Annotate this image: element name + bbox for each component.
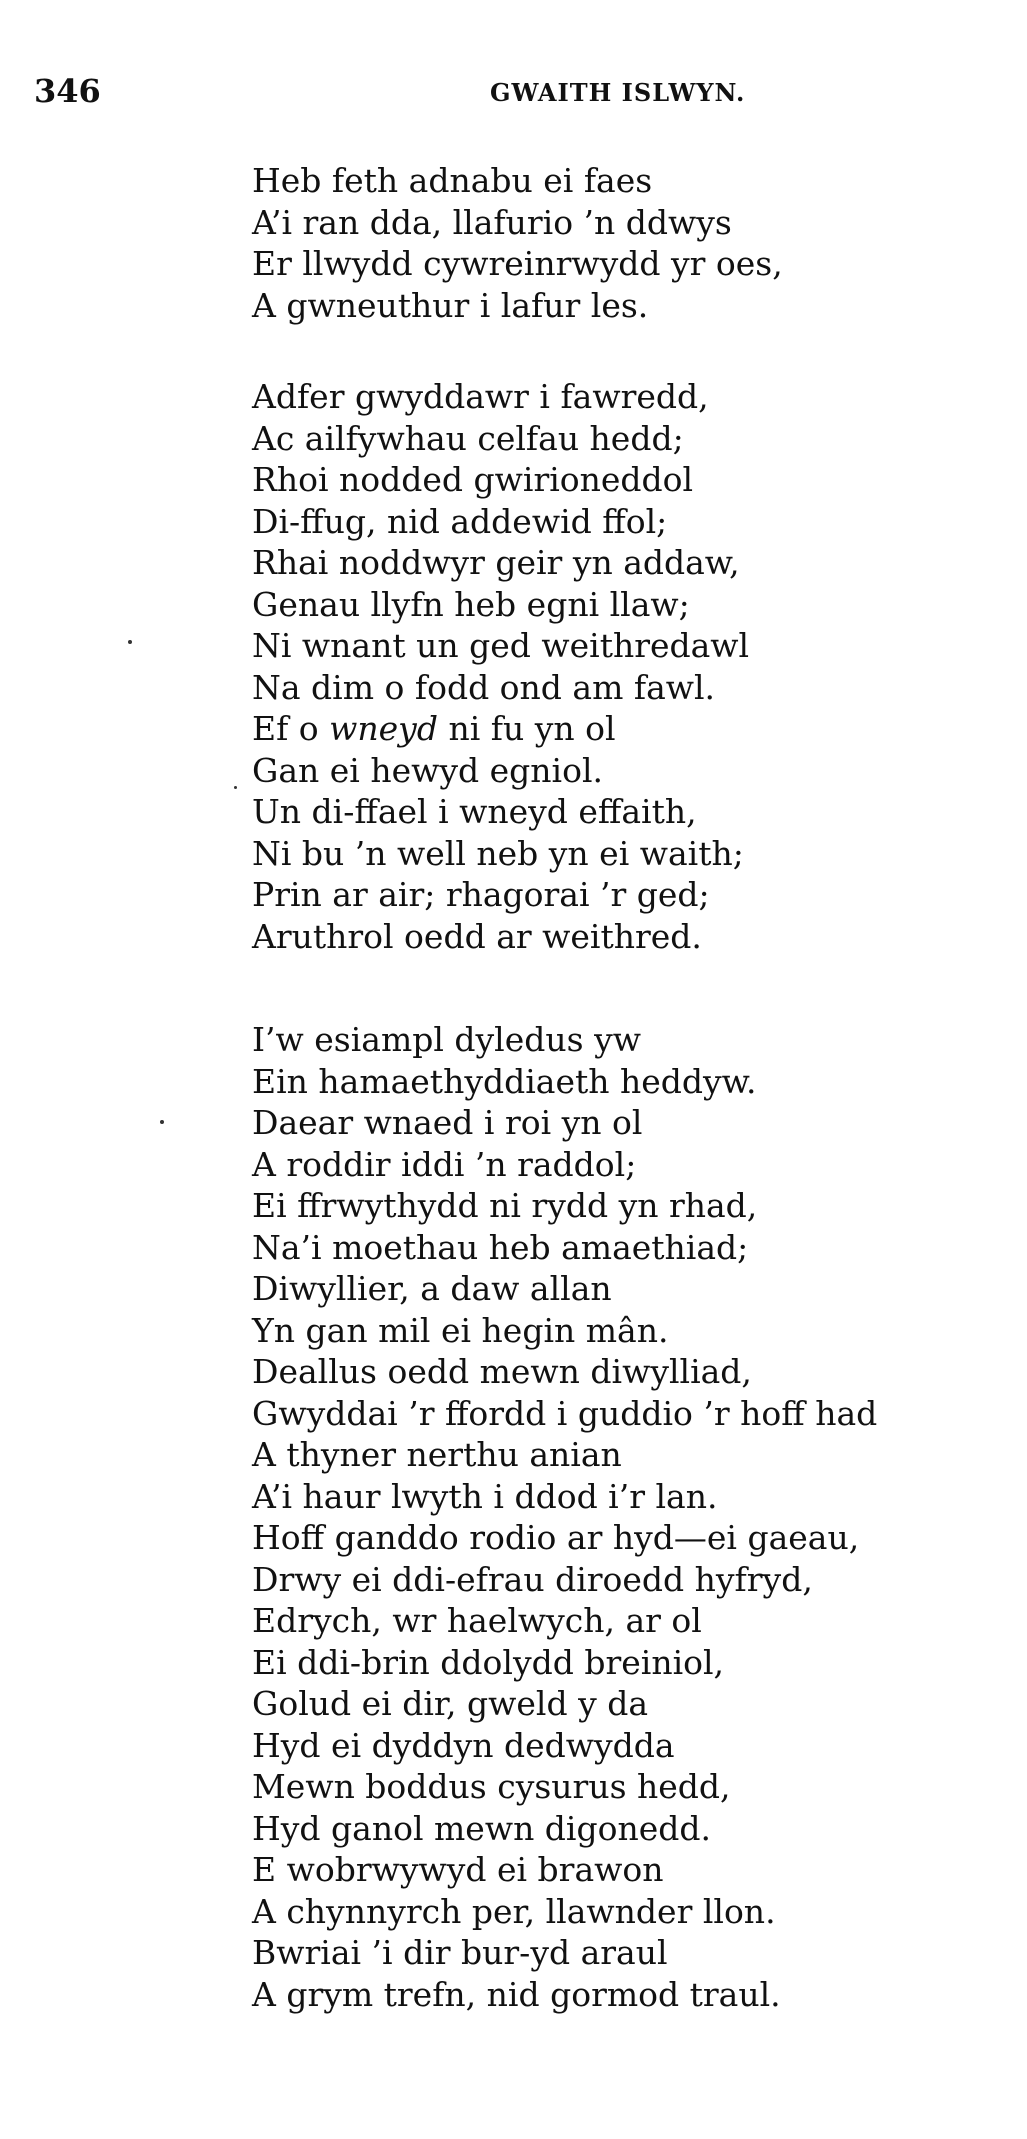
poem-line: Golud ei dir, gweld y da <box>252 1684 649 1723</box>
margin-speck <box>128 640 132 644</box>
poem-line: Hyd ganol mewn digonedd. <box>252 1808 712 1848</box>
poem-line: Genau llyfn heb egni llaw; <box>252 584 690 624</box>
poem-line-with-italic <box>252 708 992 750</box>
poem-line: Ei ddi-brin ddolydd breiniol, <box>252 1642 725 1682</box>
poem-line: Deallus oedd mewn diwylliad, <box>252 1352 752 1391</box>
poem-body <box>252 160 992 2015</box>
stanza-gap <box>252 326 992 376</box>
poem-line: A’i ran dda, llafurio ’n ddwys <box>252 202 732 242</box>
poem-line: Er llwydd cywreinrwydd yr oes, <box>252 244 783 283</box>
poem-line: A’i haur lwyth i ddod i’r lan. <box>252 1476 718 1516</box>
poem-line: Rhai noddwyr geir yn addaw, <box>252 543 740 582</box>
poem-line: I’w esiampl dyledus yw <box>252 1020 641 1059</box>
poem-line: A chynnyrch per, llawnder llon. <box>252 1891 776 1931</box>
poem-line: Un di-ffael i wneyd effaith, <box>252 792 697 831</box>
poem-line: A roddir iddi ’n raddol; <box>252 1144 637 1184</box>
poem-line: Na’i moethau heb amaethiad; <box>252 1227 749 1267</box>
poem-line: Di-ffug, nid addewid ffol; <box>252 501 668 541</box>
margin-speck <box>234 786 237 789</box>
poem-line: Ni wnant un ged weithredawl <box>252 626 750 665</box>
stanza-1 <box>252 160 992 326</box>
poem-line: Gan ei hewyd egniol. <box>252 750 604 790</box>
poem-line: Heb feth adnabu ei faes <box>252 161 653 200</box>
poem-line: Diwyllier, a daw allan <box>252 1269 612 1308</box>
poem-line: E wobrwywyd ei brawon <box>252 1850 664 1889</box>
poem-line: Yn gan mil ei hegin mân. <box>252 1310 669 1350</box>
page-header <box>34 72 794 112</box>
poem-line: Na dim o fodd ond am fawl. <box>252 667 716 707</box>
poem-line: Ein hamaethyddiaeth heddyw. <box>252 1061 757 1101</box>
poem-line: A grym trefn, nid gormod traul. <box>252 1974 781 2014</box>
poem-line: Rhoi nodded gwirioneddol <box>252 460 694 499</box>
poem-line: Gwyddai ’r ffordd i guddio ’r hoff had <box>252 1393 878 1433</box>
poem-line: A thyner nerthu anian <box>252 1435 622 1474</box>
poem-line: Ac ailfywhau celfau hedd; <box>252 418 684 458</box>
line-text: ni fu yn ol <box>437 709 616 748</box>
poem-line: Mewn boddus cysurus hedd, <box>252 1767 731 1806</box>
stanza-gap <box>252 957 992 1019</box>
poem-line: Bwriai ’i dir bur-yd araul <box>252 1933 668 1972</box>
poem-line: Aruthrol oedd ar weithred. <box>252 916 702 956</box>
poem-line: Edrych, wr haelwych, ar ol <box>252 1601 702 1640</box>
page-number: 346 <box>34 72 101 110</box>
stanza-3 <box>252 1019 992 2015</box>
poem-line: Daear wnaed i roi yn ol <box>252 1103 643 1142</box>
italic-word: wneyd <box>329 709 438 748</box>
stanza-2 <box>252 376 992 957</box>
poem-line: Drwy ei ddi-efrau diroedd hyfryd, <box>252 1559 813 1599</box>
margin-speck <box>160 1120 164 1124</box>
poem-line: A gwneuthur i lafur les. <box>252 285 649 325</box>
poem-line: Hyd ei dyddyn dedwydda <box>252 1725 675 1765</box>
poem-line: Adfer gwyddawr i fawredd, <box>252 377 709 416</box>
poem-line: Ni bu ’n well neb yn ei waith; <box>252 833 744 873</box>
poem-line: Prin ar air; rhagorai ’r ged; <box>252 875 710 914</box>
poem-line: Hoff ganddo rodio ar hyd—ei gaeau, <box>252 1518 860 1557</box>
poem-line: Ei ffrwythydd ni rydd yn rhad, <box>252 1186 758 1225</box>
running-title: GWAITH ISLWYN. <box>490 78 746 107</box>
line-text: Ef o <box>252 709 330 748</box>
